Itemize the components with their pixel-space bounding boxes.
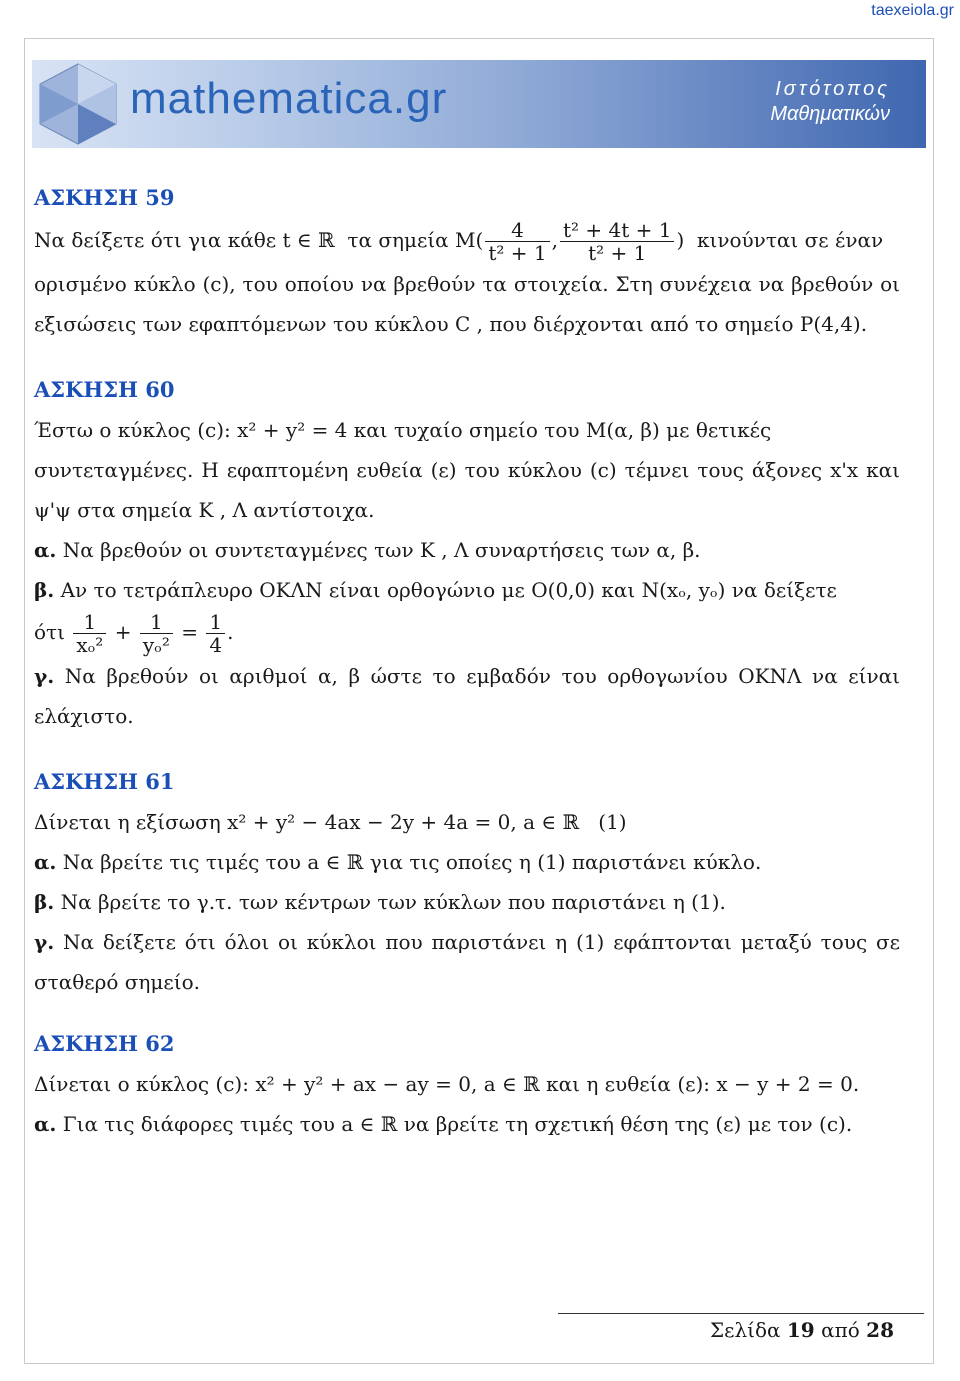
text: κινούνται σε έναν (696, 228, 884, 252)
footer-divider (558, 1313, 924, 1314)
banner-title: mathematica.gr (130, 74, 448, 123)
exercise-62-part-a: α. Για τις διάφορες τιμές του a ∈ ℝ να βρείτε τη σχετική θέση της (ε) με τον (c). (34, 1112, 853, 1136)
exercise-60-statement: Έστω ο κύκλος (c): x² + y² = 4 και τυχαίο σημείο του M(α, β) με θετικές (34, 418, 772, 442)
fraction: $\frac{\text{t² + 4t + 1}}{\text{t² + 1}}$ (560, 219, 675, 264)
spacer (34, 736, 900, 762)
banner-subtitle-line2: Μαθηματικών (770, 103, 890, 125)
page-number: Σελίδα 19 από 28 (709, 1318, 894, 1342)
site-link[interactable]: taexeiola.gr (871, 2, 954, 19)
banner-subtitle-line1: Ιστότοπος (775, 78, 890, 100)
fraction: $\frac{1}{\text{xₒ²}}$ (73, 611, 106, 656)
exercise-60-part-a: α. Να βρεθούν οι συντεταγμένες των K , Λ συναρτήσεις των α, β. (34, 538, 701, 562)
text: τα σημεία (347, 228, 449, 252)
math-expression: M(α, β) (585, 418, 660, 442)
exercise-60-text: συντεταγμένες. Η εφαπτομένη ευθεία (ε) του κύκλου (c) τέμνει τους άξονες x'x και ψ'ψ στα σημεία K , Λ αντίστοιχα. (34, 458, 900, 522)
spacer (34, 344, 900, 370)
text: Να δείξετε ότι για κάθε (34, 228, 277, 252)
header-banner (32, 60, 926, 148)
exercise-61-part-a: α. Να βρείτε τις τιμές του a ∈ ℝ για τις οποίες η (1) παριστάνει κύκλο. (34, 850, 762, 874)
exercise-61-title: ΑΣΚΗΣΗ 61 (34, 769, 175, 794)
exercise-62-title: ΑΣΚΗΣΗ 62 (34, 1031, 175, 1056)
math-expression: N(xₒ, yₒ) (641, 578, 726, 602)
exercise-60-title: ΑΣΚΗΣΗ 60 (34, 377, 175, 402)
math-expression: (c): x² + y² = 4 (197, 418, 348, 442)
math-expression: x² + y² − 4ax − 2y + 4a = 0, a ∈ ℝ (227, 810, 580, 834)
exercise-60-part-c: γ. Να βρεθούν οι αριθμοί α, β ώστε το εμβαδόν του ορθογωνίου ΟΚΝΛ να είναι ελάχιστο. (34, 664, 900, 728)
fraction: $\frac{1}{4}$ (206, 611, 225, 656)
math-expression: (c): x² + y² + ax − ay = 0, a ∈ ℝ (215, 1072, 540, 1096)
exercise-61-part-c: γ. Να δείξετε ότι όλοι οι κύκλοι που παριστάνει η (1) εφάπτονται μεταξύ τους σε σταθερό σημείο. (34, 930, 901, 994)
math-expression: M( (455, 228, 484, 252)
exercise-59-title: ΑΣΚΗΣΗ 59 (34, 185, 175, 210)
exercise-60-equation: ότι $\frac{1}{\text{xₒ²}}$ + $\frac{1}{\text{yₒ²}}$ = $\frac{1}{4}$ . (34, 610, 234, 657)
exercise-59-statement: Να δείξετε ότι για κάθε t ∈ ℝ τα σημεία M( $\frac{4}{\text{t² + 1}}$ , $\frac{\text{t² + 4t + 1}}{\text{t² + 1}}$ ) κινούνται σε έναν (34, 218, 884, 265)
geometric-logo-icon (32, 60, 124, 148)
math-expression: a ∈ ℝ (307, 850, 364, 874)
fraction: $\frac{1}{\text{yₒ²}}$ (140, 611, 173, 656)
spacer (34, 1002, 900, 1024)
exercise-62-statement: Δίνεται ο κύκλος (c): x² + y² + ax − ay = 0, a ∈ ℝ και η ευθεία (ε): x − y + 2 = 0. (34, 1072, 860, 1096)
exercise-59-text: ορισμένο κύκλο (c), του οποίου να βρεθούν τα στοιχεία. Στη συνέχεια να βρεθούν οι εξισώσεις των εφαπτόμενων του κύκλου C , που διέρχονται από το σημείο P(4,4). (34, 272, 900, 336)
exercise-61-statement: Δίνεται η εξίσωση x² + y² − 4ax − 2y + 4a = 0, a ∈ ℝ (1) (34, 810, 627, 834)
math-expression: t ∈ ℝ (282, 228, 335, 252)
document-body (34, 178, 900, 1144)
fraction: $\frac{4}{\text{t² + 1}}$ (485, 219, 549, 264)
banner-subtitle (770, 78, 890, 126)
math-expression: (ε): x − y + 2 = 0. (677, 1072, 860, 1096)
exercise-60-part-b: β. Αν το τετράπλευρο ΟΚΛΝ είναι ορθογώνιο με Ο(0,0) και N(xₒ, yₒ) να δείξετε (34, 578, 837, 602)
exercise-61-part-b: β. Να βρείτε το γ.τ. των κέντρων των κύκλων που παριστάνει η (1). (34, 890, 726, 914)
math-expression: a ∈ ℝ (341, 1112, 398, 1136)
